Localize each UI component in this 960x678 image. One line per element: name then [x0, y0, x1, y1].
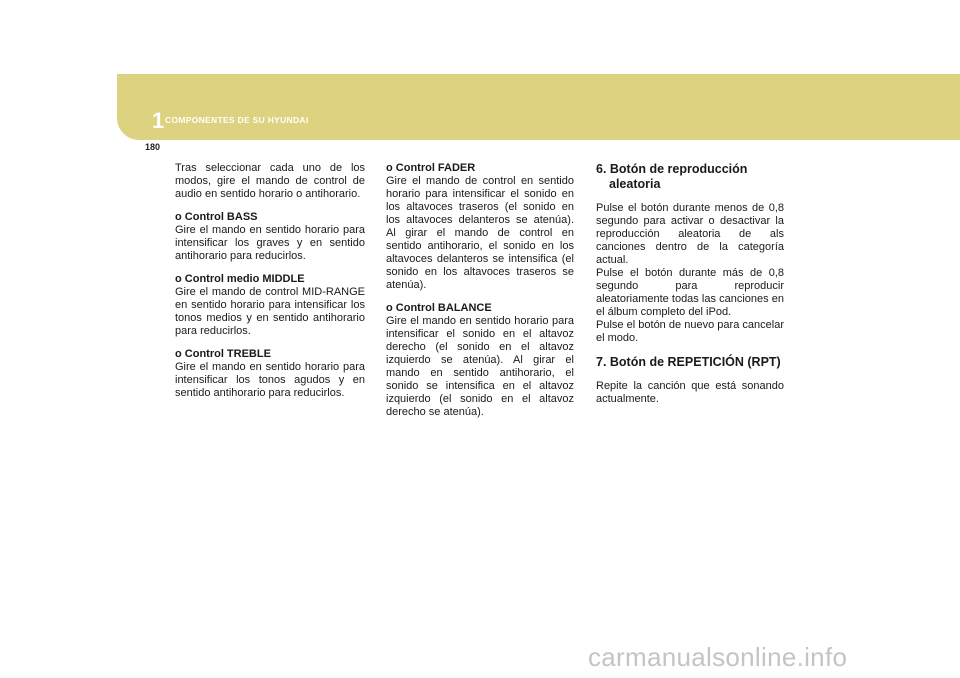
random-para-2: Pulse el botón durante más de 0,8 segundo para reproducir aleatoriamente todas las canciones en el álbum completo del iPod.	[596, 267, 784, 318]
balance-body: Gire el mando en sentido horario para intensificar el sonido en el altavoz derecho (el sonido en el altavoz izquierdo se atenúa). Al girar el mando en sentido antihorario, el sonido se intensifica en el altavoz izquierdo (el sonido en el altavoz derecho se atenúa).	[386, 315, 574, 418]
heading-random-line2: aleatoria	[609, 177, 661, 191]
heading-random-line1: 6. Botón de reproducción	[596, 162, 748, 176]
fader-body: Gire el mando de control en sentido horario para intensificar el sonido en los altavoces traseros (el sonido en los altavoces delanteros se atenúa). Al girar el mando de control en sentido antihorario, el sonido en los altavoces delanteros se intensifica (el sonido en los altavoces traseros se atenúa).	[386, 175, 574, 291]
middle-title: o Control medio MIDDLE	[175, 273, 305, 285]
bass-title: o Control BASS	[175, 211, 258, 223]
balance-title: o Control BALANCE	[386, 302, 492, 314]
bass-body: Gire el mando en sentido horario para intensificar los graves y en sentido antihorario para reducirlos.	[175, 224, 365, 262]
treble-title: o Control TREBLE	[175, 348, 271, 360]
intro-paragraph: Tras seleccionar cada uno de los modos, gire el mando de control de audio en sentido horario o antihorario.	[175, 162, 365, 200]
treble-body: Gire el mando en sentido horario para intensificar los tonos agudos y en sentido antihorario para reducirlos.	[175, 361, 365, 399]
bass-section	[175, 211, 365, 263]
repeat-paragraph: Repite la canción que está sonando actualmente.	[596, 380, 784, 405]
middle-body: Gire el mando de control MID-RANGE en sentido horario para intensificar los tonos medios y en sentido antihorario para reducirlos.	[175, 286, 365, 337]
watermark-text: carmanualsonline.info	[588, 642, 848, 672]
column-1	[175, 162, 365, 410]
page-number: 180	[145, 142, 161, 152]
balance-section	[386, 302, 574, 419]
fader-title: o Control FADER	[386, 162, 476, 174]
chapter-title: COMPONENTES DE SU HYUNDAI	[165, 115, 309, 125]
column-3	[596, 162, 784, 416]
heading-random-button	[596, 162, 784, 192]
random-section	[596, 202, 784, 345]
random-para-3: Pulse el botón de nuevo para cancelar el modo.	[596, 319, 784, 344]
heading-repeat-button: 7. Botón de REPETICIÓN (RPT)	[596, 355, 781, 369]
random-para-1: Pulse el botón durante menos de 0,8 segundo para activar o desactivar la reproducción aleatoria de als canciones dentro de la categoría actual.	[596, 202, 784, 266]
header-band	[117, 74, 960, 140]
chapter-number: 1	[152, 108, 165, 133]
treble-section	[175, 348, 365, 400]
fader-section	[386, 162, 574, 292]
column-2	[386, 162, 574, 429]
middle-section	[175, 273, 365, 338]
